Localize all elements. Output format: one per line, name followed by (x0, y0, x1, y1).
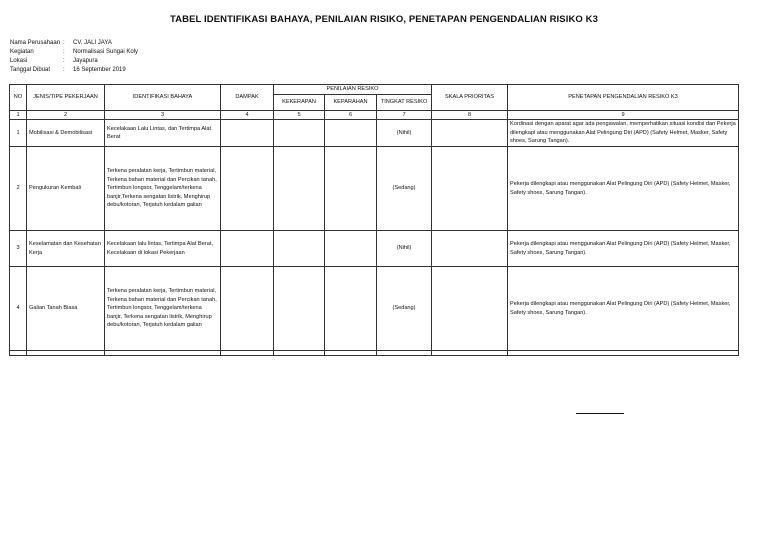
column-number: 5 (274, 110, 325, 120)
row-no: 4 (10, 267, 27, 351)
column-number: 4 (221, 110, 274, 120)
row-penetapan: Kordinasi dengan aparat agar ada pengawalan, memperhatikan situasi kondisi dan Pekerja dilengkapi atau menggunakan Alat Pelingung Diri (APD) (Safety Helmet, Masker, Safety shoes, Sarung Tangan). (508, 120, 739, 147)
meta-row-date: Tanggal Dibuat : 16 September 2019 (10, 67, 126, 73)
table-row (10, 267, 739, 351)
row-kekerapan (274, 120, 325, 147)
row-keparahan (325, 147, 377, 231)
row-identifikasi: Kecelakaan lalu lintas, Tertimpa Alat Berat, Kecelakaan di lokasi Pekerjaan (105, 231, 221, 267)
row-tingkat: (Sedang) (377, 267, 432, 351)
row-keparahan (325, 267, 377, 351)
header-penilaian: PENILAIAN RESIKO (274, 85, 432, 95)
row-penetapan: Pekerja dilengkapi atau menggunakan Alat Pelingung Diri (APD) (Safety Helmet, Masker, Safety shoes, Sarung Tangan). (508, 267, 739, 351)
row-keparahan (325, 231, 377, 267)
header-skala: SKALA PRIORITAS (432, 85, 508, 111)
row-no: 2 (10, 147, 27, 231)
row-keparahan (325, 120, 377, 147)
header-kekerapan: KEKERAPAN (274, 94, 325, 110)
row-skala (432, 267, 508, 351)
row-kekerapan (274, 267, 325, 351)
row-dampak (221, 147, 274, 231)
meta-value: Normalisasi Sungai Koly (73, 49, 139, 55)
column-number: 1 (10, 110, 27, 120)
meta-value: 16 September 2019 (73, 67, 126, 73)
row-no: 3 (10, 231, 27, 267)
row-kekerapan (274, 147, 325, 231)
row-dampak (221, 231, 274, 267)
column-number-row (10, 110, 739, 120)
meta-key: Kegiatan (10, 49, 34, 55)
meta-key: Lokasi (10, 58, 28, 64)
table-row-spacer (10, 351, 739, 356)
row-dampak (221, 120, 274, 147)
header-identifikasi: IDENTIFIKASI BAHAYA (105, 85, 221, 111)
meta-row-location: Lokasi : Jayapura (10, 58, 98, 64)
row-identifikasi: Terkena peralatan kerja, Tertimbun material, Terkena bahan material dan Percikan tanah, Tertimbun longsor, Tenggelam/terkena banjir,Terkena sengatan listrik, Menghirup debu/kotoran, Terjatuh kedalam galian (105, 147, 221, 231)
row-skala (432, 147, 508, 231)
row-identifikasi: Kecelakaan Lalu Lintas, dan Tertimpa Alat Berat (105, 120, 221, 147)
header-keparahan: KEPARAHAN (325, 94, 377, 110)
meta-row-activity: Kegiatan : Normalisasi Sungai Koly (10, 49, 139, 55)
row-skala (432, 120, 508, 147)
row-penetapan: Pekerja dilengkapi atau menggunakan Alat Pelingung Diri (APD) (Safety Helmet, Masker, Safety shoes, Sarung Tangan). (508, 147, 739, 231)
meta-key: Nama Perusahaan (10, 40, 61, 46)
header-penetapan: PENETAPAN PENGENDALIAN RESIKO K3 (508, 85, 739, 111)
row-penetapan: Pekerja dilengkapi atau menggunakan Alat Pelingung Diri (APD) (Safety Helmet, Masker, Safety shoes, Sarung Tangan). (508, 231, 739, 267)
row-dampak (221, 267, 274, 351)
column-number: 7 (377, 110, 432, 120)
signature-line (576, 413, 624, 414)
column-number: 3 (105, 110, 221, 120)
risk-table (9, 84, 739, 356)
row-skala (432, 231, 508, 267)
row-jenis: Galian Tanah Biasa (27, 267, 105, 351)
column-number: 8 (432, 110, 508, 120)
table-row (10, 231, 739, 267)
row-kekerapan (274, 231, 325, 267)
row-tingkat: (Nihil) (377, 231, 432, 267)
row-tingkat: (Nihil) (377, 120, 432, 147)
column-number: 9 (508, 110, 739, 120)
row-jenis: Keselamatan dan Kesehatan Kerja (27, 231, 105, 267)
row-jenis: Pengukuran Kembali (27, 147, 105, 231)
meta-value: Jayapura (73, 58, 98, 64)
meta-row-company: Nama Perusahaan : CV. JALI JAYA (10, 40, 112, 46)
row-tingkat: (Sedang) (377, 147, 432, 231)
header-no: NO (10, 85, 27, 111)
row-identifikasi: Terkena peralatan kerja, Tertimbun material, Terkena bahan material dan Percikan tanah, Tertimbun longsor, Tenggelam/terkena banjir, Terkena sengatan listrik, Menghirup debu/kotoran, Terjatuh kedalam galian (105, 267, 221, 351)
header-dampak: DAMPAK (221, 85, 274, 111)
row-jenis: Mobilisasi & Demobilisasi (27, 120, 105, 147)
column-number: 2 (27, 110, 105, 120)
meta-key: Tanggal Dibuat (10, 67, 51, 73)
table-row (10, 120, 739, 147)
header-jenis: JENIS/TIPE PEKERJAAN (27, 85, 105, 111)
column-number: 6 (325, 110, 377, 120)
meta-value: CV. JALI JAYA (73, 40, 112, 46)
header-tingkat: TINGKAT RESIKO (377, 94, 432, 110)
table-row (10, 147, 739, 231)
document-meta (10, 39, 138, 75)
row-no: 1 (10, 120, 27, 147)
document-title: TABEL IDENTIFIKASI BAHAYA, PENILAIAN RISIKO, PENETAPAN PENGENDALIAN RISIKO K3 (169, 14, 599, 25)
